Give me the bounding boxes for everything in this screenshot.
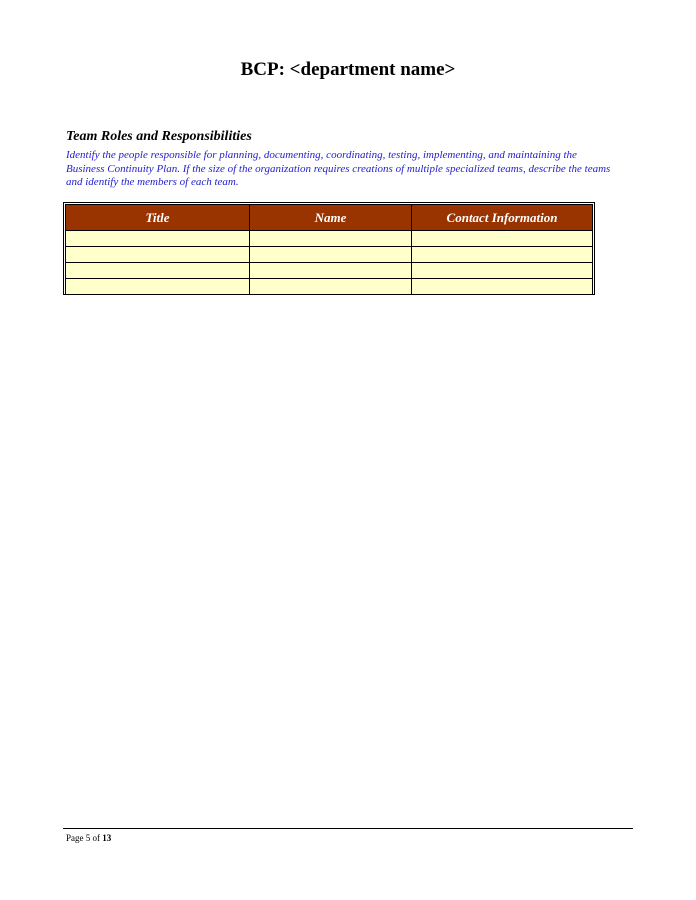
table-header-row	[66, 205, 593, 231]
column-header-name: Name	[250, 205, 412, 231]
table-cell-name[interactable]	[250, 231, 412, 247]
footer-divider	[63, 828, 633, 829]
section-heading: Team Roles and Responsibilities	[66, 129, 252, 144]
table-cell-title[interactable]	[66, 231, 250, 247]
table-row	[66, 231, 593, 247]
table-cell-contact[interactable]	[412, 263, 593, 279]
team-table-frame	[63, 202, 595, 295]
table-cell-title[interactable]	[66, 247, 250, 263]
page-footer	[66, 833, 111, 844]
table-cell-contact[interactable]	[412, 247, 593, 263]
page-title: BCP: <department name>	[240, 59, 456, 80]
footer-of-label: of	[92, 833, 100, 843]
instructions-text: Identify the people responsible for planning, documenting, coordinating, testing, implementing, and maintaining the Business Continuity Plan. If the size of the organization requires creations of multiple specialized teams, describe the teams and identify the members of each team.	[66, 149, 611, 188]
table-row	[66, 279, 593, 295]
table-cell-name[interactable]	[250, 247, 412, 263]
column-header-title: Title	[66, 205, 250, 231]
footer-page-prefix: Page	[66, 833, 84, 843]
table-cell-name[interactable]	[250, 279, 412, 295]
table-row	[66, 247, 593, 263]
footer-page-total: 13	[102, 833, 112, 843]
table-cell-contact[interactable]	[412, 279, 593, 295]
table-cell-contact[interactable]	[412, 231, 593, 247]
table-cell-title[interactable]	[66, 263, 250, 279]
table-cell-name[interactable]	[250, 263, 412, 279]
footer-page-number: 5	[85, 833, 91, 843]
team-roles-table	[65, 204, 593, 295]
table-row	[66, 263, 593, 279]
table-cell-title[interactable]	[66, 279, 250, 295]
column-header-contact: Contact Information	[412, 205, 593, 231]
